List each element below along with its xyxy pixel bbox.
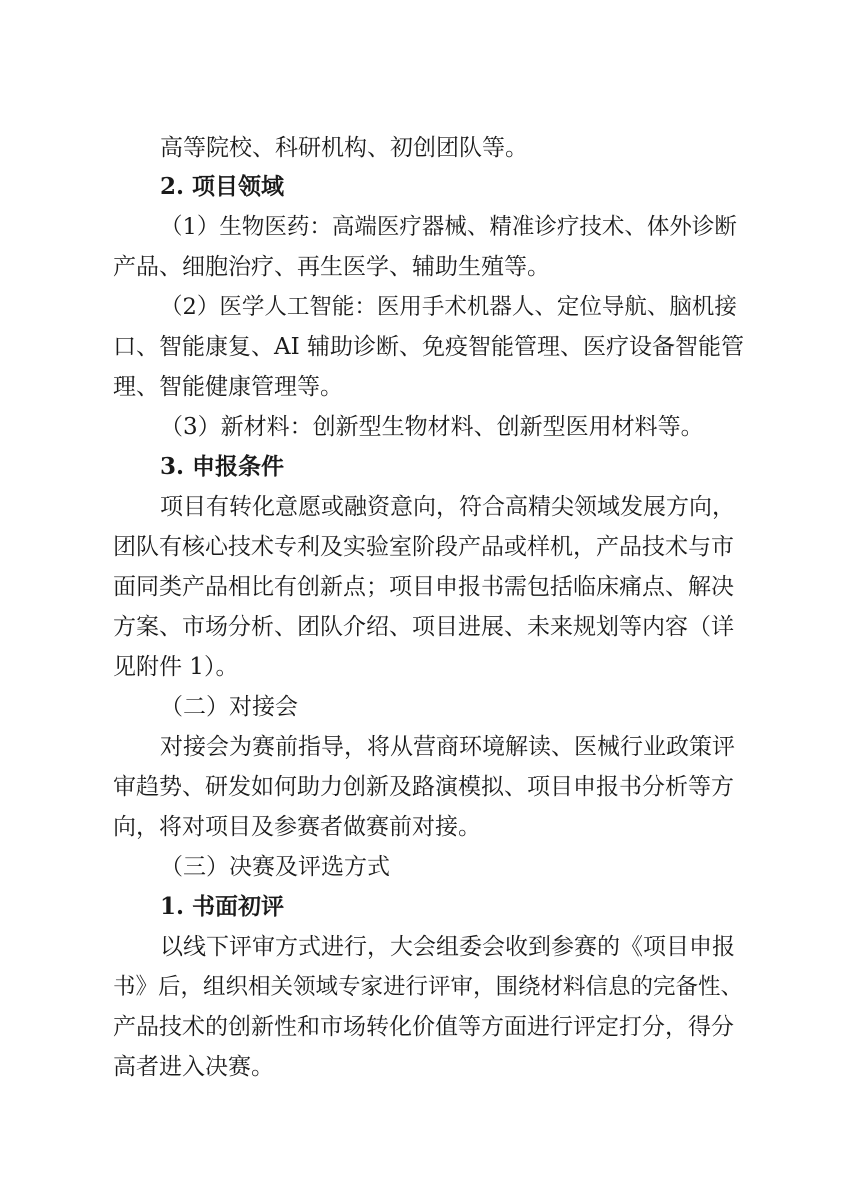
paragraph-line: 方案、市场分析、团队介绍、项目进展、未来规划等内容（详 bbox=[113, 614, 734, 640]
paragraph-line: 以线下评审方式进行，大会组委会收到参赛的《项目申报 bbox=[160, 934, 735, 960]
paragraph-line: 口、智能康复、AI 辅助诊断、免疫智能管理、医疗设备智能管 bbox=[113, 334, 745, 360]
section-heading-finals: （三）决赛及评选方式 bbox=[160, 854, 390, 880]
paragraph-line: 高者进入决赛。 bbox=[113, 1054, 274, 1080]
paragraph-line: 高等院校、科研机构、初创团队等。 bbox=[160, 135, 528, 161]
section-heading-written-review: 1. 书面初评 bbox=[160, 893, 285, 920]
paragraph-line: 项目有转化意愿或融资意向，符合高精尖领域发展方向， bbox=[160, 494, 735, 520]
paragraph-line: 审趋势、研发如何助力创新及路演模拟、项目申报书分析等方 bbox=[113, 774, 734, 800]
section-heading-application-conditions: 3. 申报条件 bbox=[160, 453, 285, 480]
paragraph-line: 书》后，组织相关领域专家进行评审，围绕材料信息的完备性、 bbox=[113, 974, 744, 1000]
paragraph-line: 对接会为赛前指导，将从营商环境解读、医械行业政策评 bbox=[160, 734, 735, 760]
section-heading-matchmaking: （二）对接会 bbox=[160, 694, 298, 720]
paragraph-line: 向，将对项目及参赛者做赛前对接。 bbox=[113, 814, 481, 840]
paragraph-line: 理、智能健康管理等。 bbox=[113, 374, 343, 400]
paragraph-line: 产品技术的创新性和市场转化价值等方面进行评定打分，得分 bbox=[113, 1014, 734, 1040]
paragraph-line: 面同类产品相比有创新点；项目申报书需包括临床痛点、解决 bbox=[113, 574, 734, 600]
paragraph-line: 团队有核心技术专利及实验室阶段产品或样机，产品技术与市 bbox=[113, 534, 734, 560]
paragraph-line: 见附件 1）。 bbox=[113, 654, 239, 680]
paragraph-line: 产品、细胞治疗、再生医学、辅助生殖等。 bbox=[113, 254, 550, 280]
section-heading-project-field: 2. 项目领域 bbox=[160, 173, 285, 200]
paragraph-line: （1）生物医药：高端医疗器械、精准诊疗技术、体外诊断 bbox=[160, 214, 737, 240]
paragraph-line: （3）新材料：创新型生物材料、创新型医用材料等。 bbox=[160, 414, 704, 440]
paragraph-line: （2）医学人工智能：医用手术机器人、定位导航、脑机接 bbox=[160, 294, 737, 320]
